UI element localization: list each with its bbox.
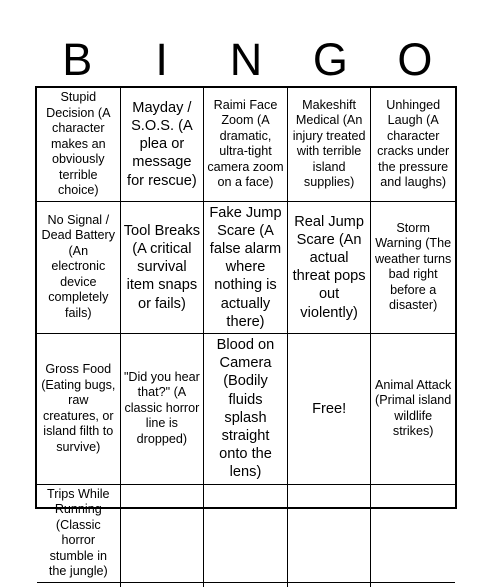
header-letter-b: B — [62, 34, 93, 85]
cell-text: Stupid Decision (A character makes an obviously terrible choice) — [46, 90, 111, 197]
cell-text: Raimi Face Zoom (A dramatic, ultra-tight camera zoom on a face) — [207, 97, 284, 190]
bingo-cell-b4[interactable] — [37, 485, 121, 583]
bingo-cell-i3[interactable] — [121, 334, 205, 485]
header-letter-n: N — [229, 34, 263, 85]
bingo-cell-i1[interactable] — [121, 88, 205, 202]
bingo-cell-i4[interactable] — [121, 485, 205, 583]
cell-text: Trips While Running (Classic horror stumble in the jungle) — [47, 486, 110, 579]
bingo-cell-g5[interactable] — [288, 583, 372, 587]
header-letter-o: O — [397, 34, 433, 85]
bingo-cell-b5[interactable] — [37, 583, 121, 587]
cell-text: Gross Food (Eating bugs, raw creatures, or island filth to survive) — [41, 362, 116, 454]
bingo-cell-free[interactable] — [204, 583, 288, 587]
bingo-cell-i2[interactable] — [121, 202, 205, 334]
cell-text: Mayday / S.O.S. (A plea or message for rescue) — [127, 99, 197, 189]
cell-text: Tool Breaks (A critical survival item snaps or fails) — [123, 222, 201, 312]
cell-text: Animal Attack (Primal island wildlife strikes) — [375, 377, 452, 439]
bingo-cell-o2[interactable] — [371, 202, 455, 334]
bingo-header — [35, 34, 457, 86]
bingo-cell-g1[interactable] — [288, 88, 372, 202]
bingo-cell-b2[interactable] — [37, 202, 121, 334]
bingo-cell-g3[interactable] — [288, 334, 372, 485]
bingo-cell-g4[interactable] — [288, 485, 372, 583]
bingo-cell-o5[interactable] — [371, 583, 455, 587]
bingo-cell-i5[interactable] — [121, 583, 205, 587]
cell-text: No Signal / Dead Battery (An electronic device completely fails) — [41, 212, 116, 320]
bingo-cell-o1[interactable] — [371, 88, 455, 202]
cell-text: Blood on Camera (Bodily fluids splash straight onto the lens) — [216, 336, 275, 481]
bingo-cell-b1[interactable] — [37, 88, 121, 202]
cell-text: Free! — [312, 400, 347, 417]
cell-text: Fake Jump Scare (A false alarm where nothing is actually there) — [209, 204, 282, 330]
bingo-cell-n2[interactable] — [204, 202, 288, 334]
cell-text: Makeshift Medical (An injury treated with terrible island supplies) — [292, 97, 366, 190]
bingo-cell-g2[interactable] — [288, 202, 372, 334]
bingo-cell-o3[interactable] — [371, 334, 455, 485]
cell-text: Unhinged Laugh (A character cracks under the pressure and laughs) — [377, 97, 450, 190]
bingo-cell-n1[interactable] — [204, 88, 288, 202]
cell-text: "Did you hear that?" (A classic horror line is dropped) — [123, 369, 200, 446]
header-letter-i: I — [155, 34, 168, 85]
cell-text: Real Jump Scare (An actual threat pops out violently) — [292, 213, 366, 321]
header-letter-g: G — [312, 34, 348, 85]
bingo-cell-n3[interactable] — [204, 334, 288, 485]
cell-text: Storm Warning (The weather turns bad right before a disaster) — [375, 220, 452, 313]
bingo-board — [35, 86, 457, 579]
bingo-cell-n4[interactable] — [204, 485, 288, 583]
bingo-cell-o4[interactable] — [371, 485, 455, 583]
bingo-cell-b3[interactable] — [37, 334, 121, 485]
